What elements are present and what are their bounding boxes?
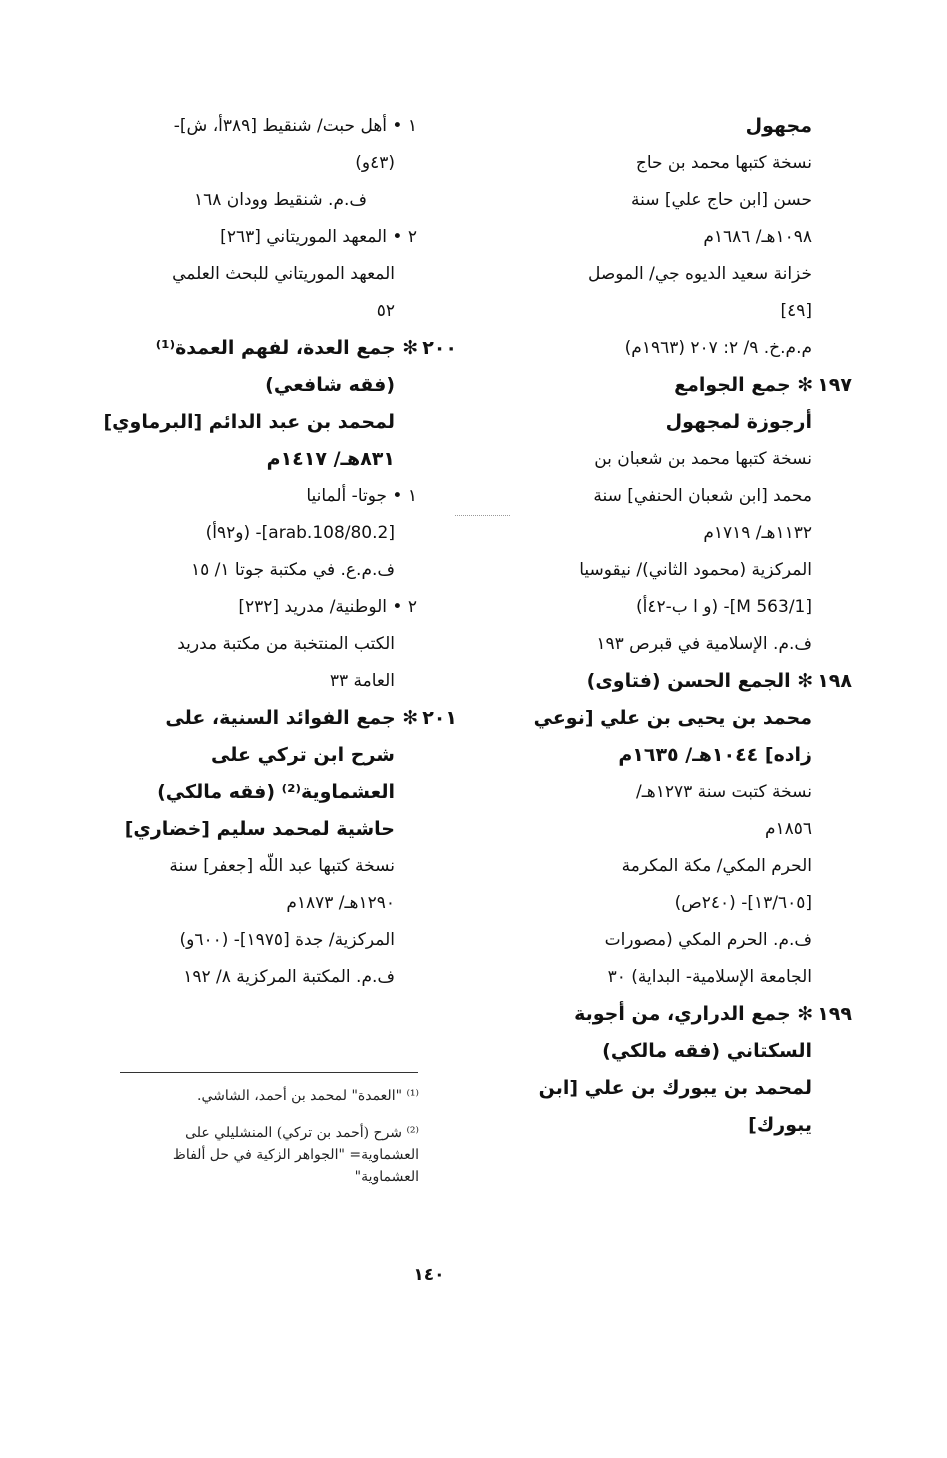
page-number: ١٤٠ (413, 1265, 445, 1285)
text-line: نسخة كتبت سنة ١٢٧٣هـ/ (636, 782, 812, 802)
text-line: شرح ابن تركي على (211, 744, 395, 766)
text-line: م.م.خ. ٩/ ٢: ٢٠٧ (١٩٦٣م) (624, 338, 812, 358)
text-line: المركزية/ جدة [١٩٧٥]- (٦٠٠و) (179, 930, 395, 950)
text-line: محمد [ابن شعبان الحنفي] سنة (593, 486, 812, 506)
text-line: ١١٣٢هـ/ ١٧١٩م (703, 523, 812, 543)
copy-item-line: ١ • جوتا- ألمانيا (306, 486, 417, 506)
text-line: ١٨٥٦م (764, 819, 812, 839)
entry-heading (77, 330, 457, 367)
entry-number: ١٩٨ (817, 670, 852, 692)
text-line: ١٠٩٨هـ/ ١٦٨٦م (703, 227, 812, 247)
text-line: يبورك] (748, 1114, 812, 1136)
text-line: (٤٣و) (355, 153, 395, 173)
entry-title: جمع الفوائد السنية، على (165, 707, 396, 729)
text-line: مجهول (745, 115, 812, 137)
text-line: السكتاني (فقه مالكي) (602, 1040, 812, 1062)
footnote-2: ⁽²⁾ شرح (أحمد بن تركي) المنشليلي على العشماوية= "الجواهر الزكية في حل ألفاظ العشماوية" (172, 1125, 419, 1185)
entry-number: ٢٠٠ (422, 337, 457, 359)
entry-number: ٢٠١ (422, 707, 457, 729)
copy-item-line: ١ • أهل حبت/ شنقيط [٣٨٩أ، ش]- (173, 116, 417, 136)
entry-heading (527, 367, 852, 404)
text-line: ف.م. الإسلامية في قبرص ١٩٣ (596, 634, 812, 654)
entry-number: ١٩٩ (817, 1003, 852, 1025)
text-line: ٥٢ (376, 301, 395, 321)
left-column (77, 108, 457, 996)
text-line: [١٣/٦٠٥]- (٢٤٠ص) (674, 893, 812, 913)
text-line: حاشية لمحمد سليم [خضاري] (124, 818, 395, 840)
asterisk-icon: ✻ (790, 1003, 814, 1025)
entry-heading (527, 996, 852, 1033)
text-line: الكتب المنتخبة من مكتبة مدريد (177, 634, 395, 654)
text-line: ف.م.ع. في مكتبة جوتا ١/ ١٥ (190, 560, 395, 580)
text-line: لمحمد بن يبورك بن علي [ابن (538, 1077, 812, 1099)
entry-title: جمع العدة، لفهم العمدة⁽¹⁾ (155, 337, 396, 359)
text-line: زاده] ١٠٤٤هـ/ ١٦٣٥م (618, 744, 812, 766)
text-line: الجامعة الإسلامية- البداية) ٣٠ (607, 967, 812, 987)
entry-number: ١٩٧ (817, 374, 852, 396)
text-line: (فقه شافعي) (265, 374, 395, 396)
text-line: حسن [ابن حاج علي] سنة (631, 190, 812, 210)
text-line: [٤٩] (780, 301, 812, 321)
text-line: ف.م. المكتبة المركزية ٨/ ١٩٢ (183, 967, 395, 987)
text-line: العامة ٣٣ (329, 671, 395, 691)
text-line: نسخة كتبها محمد بن حاج (635, 153, 812, 173)
text-line: ف.م. شنقيط وودان ١٦٨ (193, 190, 367, 210)
copy-item-line: ٢ • المعهد الموريتاني [٢٦٣] (220, 227, 417, 247)
asterisk-icon: ✻ (395, 337, 419, 359)
text-line: خزانة سعيد الديوه جي/ الموصل (587, 264, 812, 284)
entry-title: جمع الجوامع (674, 374, 791, 396)
asterisk-icon: ✻ (395, 707, 419, 729)
footnote-separator (120, 1072, 418, 1073)
footnote-1: ⁽¹⁾ "العمدة" لمحمد بن أحمد، الشاشي. (197, 1088, 419, 1104)
text-line: نسخة كتبها عبد اللّه [جعفر] سنة (169, 856, 395, 876)
entry-heading (527, 663, 852, 700)
entry-title: جمع الدراري، من أجوبة (574, 1003, 791, 1025)
text-line: ١٢٩٠هـ/ ١٨٧٣م (286, 893, 395, 913)
text-line: العشماوية⁽²⁾ (فقه مالكي) (157, 781, 395, 803)
text-line: لمحمد بن عبد الدائم [البرماوي] (103, 411, 395, 433)
text-line: نسخة كتبها محمد بن شعبان بن (594, 449, 812, 469)
right-column (527, 108, 852, 1144)
scan-artifact-line (455, 515, 510, 516)
text-line: [M 563/1]- (و ا ب-٤٢أ) (635, 597, 812, 617)
text-line: المركزية (محمود الثاني)/ نيقوسيا (579, 560, 812, 580)
asterisk-icon: ✻ (790, 374, 814, 396)
text-line: الحرم المكي/ مكة المكرمة (621, 856, 812, 876)
text-line: ٨٣١هـ/ ١٤١٧م (266, 448, 395, 470)
text-line: ف.م. الحرم المكي (مصورات (604, 930, 812, 950)
asterisk-icon: ✻ (790, 670, 814, 692)
entry-title: الجمع الحسن (فتاوى) (586, 670, 791, 692)
text-line: محمد بن يحيى بن علي [نوعي (533, 707, 812, 729)
entry-heading (77, 700, 457, 737)
text-line: أرجوزة لمجهول (665, 411, 812, 433)
text-line: المعهد الموريتاني للبحث العلمي (172, 264, 395, 284)
copy-item-line: ٢ • الوطنية/ مدريد [٢٣٢] (238, 597, 417, 617)
text-line: [2.arab.108/80]- (و٩٢أ) (205, 523, 395, 543)
